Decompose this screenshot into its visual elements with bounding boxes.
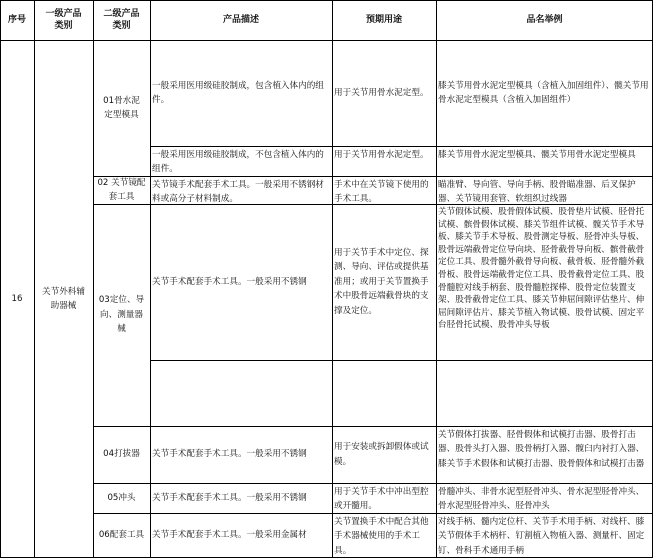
group-cat2-accessory-tools: 06配套工具 bbox=[98, 530, 145, 541]
group-use: 用于关节用骨水泥定型。 bbox=[334, 87, 429, 98]
group-cat2-impactor-extractor: 04打拔器 bbox=[103, 449, 140, 460]
row-seq-number: 16 bbox=[11, 293, 23, 304]
header-product-description: 产品描述 bbox=[222, 15, 259, 25]
row-category-level1: 关节外科辅助器械 bbox=[42, 286, 85, 311]
group-examples: 膝关节用骨水泥定型模具、髋关节用骨水泥定型模具 bbox=[438, 150, 636, 160]
group-desc: 关节手术配套手术工具。一般采用不锈钢 bbox=[152, 492, 307, 503]
header-seq: 序号 bbox=[7, 15, 26, 25]
group-desc: 关节手术配套手术工具。一般采用不锈钢 bbox=[152, 449, 307, 460]
group-examples: 关节假体试模、股骨假体试模、股骨垫片试模、胫骨托试模、髌骨假体试模、膝关节组件试模、髋关节手术导板、膝关节手术导板、股骨测定导板、胫骨冲头导板、股骨远端截骨定位导向块、胫骨截骨导向板、髌骨截骨定位工具、股骨髓外截骨导向板、截骨板、胫骨髓外截骨板、股骨远端截骨定位工具、股骨截骨定位工具、股骨髓腔对线手柄套、股骨髓腔探棒、股骨定位装置支架、股骨截骨定位工具、膝关节伸屈间隙评估垫片、伸屈间隙评估片、膝关节植入物试模、股骨试模、固定平台胫骨托试模、股骨冲头导板 bbox=[438, 207, 645, 331]
group-desc: 一般采用医用级硅胶制成，不包含植入体内的组件。 bbox=[152, 150, 324, 175]
group-use: 关节置换手术中配合其他手术器械使用的手术工具。 bbox=[334, 517, 429, 556]
group-desc: 关节手术配套手术工具。一般采用金属材 bbox=[152, 530, 307, 541]
group-use: 用于关节用骨水泥定型。 bbox=[334, 150, 429, 160]
group-empty-subrow bbox=[150, 360, 653, 426]
group-cat2-positioning-guiding-measuring: 03定位、导向、测量器械 bbox=[98, 295, 145, 335]
group-cat2-punch: 05冲头 bbox=[107, 492, 136, 503]
group-use: 用于安装或拆卸假体或试模。 bbox=[334, 442, 429, 467]
group-examples: 关节假体打拔器、胫骨假体和试模打击器、股骨打击器、股骨头打入器、股骨柄打入器、髋臼内衬打入器、膝关节手术假体和试模打击器、股骨假体和试模打击器 bbox=[438, 430, 645, 469]
group-cat2-bone-cement-mold: 01骨水泥定型模具 bbox=[103, 95, 140, 120]
group-cat2-arthroscopy-tools: 02 关节镜配套工具 bbox=[97, 177, 146, 202]
header-category-level1: 一级产品类别 bbox=[45, 9, 82, 31]
group-examples: 对线手柄、髓内定位杆、关节手术用手柄、对线杆、膝关节假体手术柄杆、钉割植入物植入器、测量杆、固定钉、骨科手术通用手柄 bbox=[438, 517, 645, 556]
group-desc: 一般采用医用级硅胶制成，包含植入体内的组件。 bbox=[152, 80, 324, 105]
header-intended-use: 预期用途 bbox=[365, 15, 402, 25]
group-desc: 关节手术配套手术工具。一般采用不锈钢 bbox=[152, 276, 307, 287]
group-use: 用于关节手术中定位、探测、导向、评估或提供基准用；或用于关节置换手术中股骨远端截骨块的支撑及定位。 bbox=[334, 247, 429, 316]
group-use: 手术中在关节镜下使用的手术工具。 bbox=[334, 180, 429, 204]
group-examples: 瞄准臂、导向管、导向手柄、股骨瞄准器、后叉保护器、关节镜用套管、软组织过线器 bbox=[438, 180, 636, 204]
group-use: 用于关节手术中冲出型腔或开髓用。 bbox=[334, 487, 429, 512]
header-category-level2: 二级产品类别 bbox=[103, 9, 140, 31]
header-product-examples: 品名举例 bbox=[526, 15, 563, 25]
group-desc: 关节镜手术配套手术工具。一般采用不锈钢材料或高分子材料制成。 bbox=[152, 180, 324, 204]
group-examples: 骨髓冲头、非骨水泥型胫骨冲头、骨水泥型胫骨冲头、骨水泥型胫骨冲头、胫骨冲头 bbox=[438, 487, 645, 512]
group-examples: 膝关节用骨水泥定型模具（含植入加固组件）、髋关节用骨水泥定型模具（含植入加固组件） bbox=[438, 80, 649, 105]
